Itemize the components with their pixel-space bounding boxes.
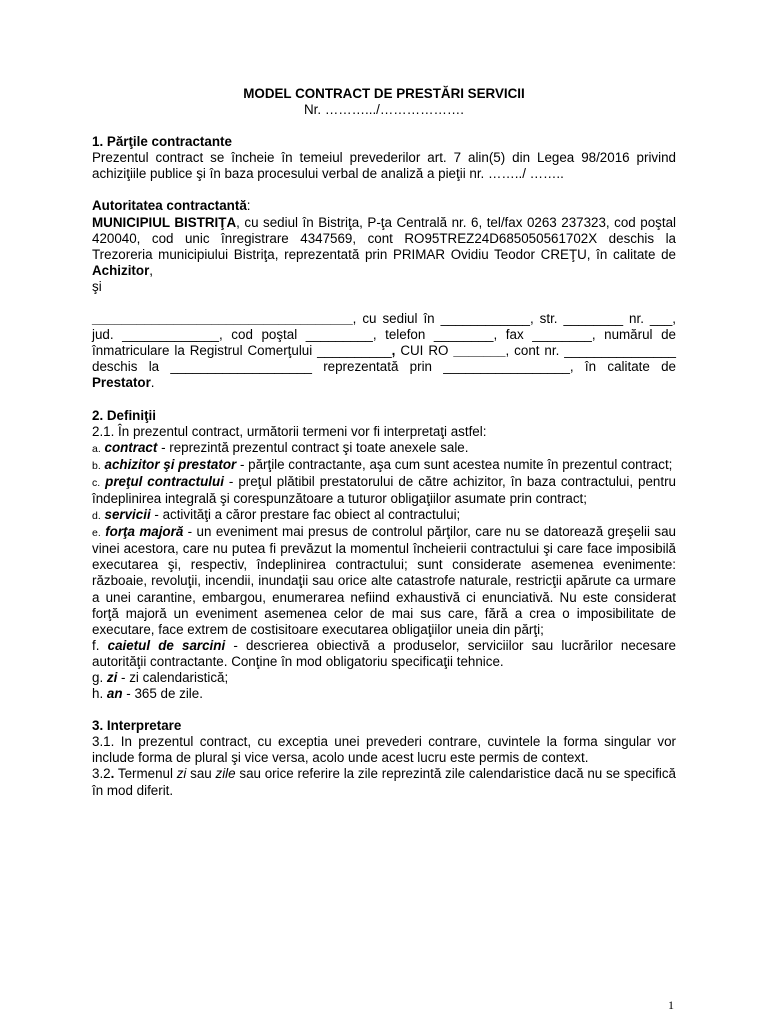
authority-role: Achizitor <box>92 262 150 278</box>
definition-term: contract <box>104 439 158 455</box>
section-interpretation <box>92 718 676 798</box>
contract-number-line: Nr. ……….../………………. <box>304 102 464 118</box>
interpretation-paragraph: 3.1. In prezentul contract, cu exceptia unei prevederi contrare, cuvintele la forma singular vor include forma de plural şi vice versa, acolo unde acest lucru este permis de context. <box>92 734 676 766</box>
definition-item: e. forţa majoră - un eveniment mai presus de controlul părţilor, care nu se datorează greşelii sau vinei acestora, care nu putea fi prevăzut la momentul încheierii contractului şi care face imposibilă executarea şi, respectiv, îndeplinirea contractului; sunt considerate asemenea evenimente: războaie, revoluţii, incendii, inundaţii sau orice alte catastrofe naturale, restricţii apărute ca urmare a unei carantine, embargou, enumerarea nefiind exhaustivă ci enunciativă. Nu este considerat forţă majoră un eveniment asemenea celor de mai sus care, fără a crea o imposibilitate de executare, face extrem de costisitoare executarea obligaţiilor uneia din părţi; <box>92 524 676 637</box>
document-title: MODEL CONTRACT DE PRESTĂRI SERVICII <box>243 86 525 101</box>
definition-item: h. an - 365 de zile. <box>92 686 203 702</box>
definition-term: servicii <box>104 507 151 523</box>
provider-name-blank: ___________________________________ <box>92 311 353 327</box>
definition-item: f. caietul de sarcini - descrierea obiectivă a produselor, serviciilor sau lucrărilor necesare autorităţii contractante. Conţine în mod obligatoriu specificaţii tehnice. <box>92 637 676 669</box>
definition-term: preţul contractului <box>105 473 224 489</box>
definition-term: forţa majoră <box>105 524 184 540</box>
parties-intro: Prezentul contract se încheie în temeiul prevederilor art. 7 alin(5) din Legea 98/2016 privind achiziţiile publice şi în baza procesului verbal de analiză a pieţii nr. ……../ …….. <box>92 150 676 182</box>
definition-item: g. zi - zi calendaristică; <box>92 670 229 685</box>
definition-term: an <box>106 686 123 702</box>
definition-item: b. achizitor şi prestator - părţile contractante, aşa cum sunt acestea numite în prezentul contract; <box>92 456 673 472</box>
authority-label: Autoritatea contractantă <box>92 198 247 214</box>
provider-paragraph: ___________________________________, cu sediul în ____________, str. ________ nr. ___, jud. _____________, cod poştal _________, telefon ________, fax ________, numărul de înmatriculare la Registrul Comerţului __________, CUI RO _______, cont nr. _______________ deschis la ___________________ reprezentată prin _________________, în calitate de Prestator. <box>92 311 676 391</box>
section-definitions <box>92 408 676 703</box>
and-conjunction: şi <box>92 278 102 294</box>
section-heading: 2. Definiţii <box>92 407 156 423</box>
definition-term: zi <box>106 670 118 685</box>
definitions-intro: 2.1. În prezentul contract, următorii termeni vor fi interpretaţi astfel: <box>92 423 487 439</box>
interpretation-paragraph: 3.2. Termenul zi sau zile sau orice referire la zile reprezintă zile calendaristice dacă nu se specifică în mod diferit. <box>92 766 676 798</box>
authority-name: MUNICIPIUL BISTRIŢA <box>92 214 237 230</box>
authority-label-line: Autoritatea contractantă: <box>92 198 251 214</box>
definition-term: achizitor şi prestator <box>104 456 237 472</box>
section-heading: 3. Interpretare <box>92 718 182 734</box>
page-number: 1 <box>668 998 674 1012</box>
definition-item: d. servicii - activităţi a căror prestare fac obiect al contractului; <box>92 507 461 523</box>
definition-item: c. preţul contractului - preţul plătibil prestatorului de către achizitor, în baza contractului, pentru îndeplinirea integrală şi corespunzătoare a tuturor obligaţiilor asumate prin contract; <box>92 473 676 506</box>
section-heading: 1. Părţile contractante <box>92 134 232 150</box>
provider-cui-blank: _______ <box>453 343 506 359</box>
section-parties <box>92 134 676 391</box>
definition-item: a. contract - reprezintă prezentul contract şi toate anexele sale. <box>92 439 469 455</box>
document-page <box>92 86 676 799</box>
authority-paragraph: MUNICIPIUL BISTRIŢA, cu sediul în Bistriţa, P-ţa Centrală nr. 6, tel/fax 0263 237323, cod poştal 420040, cod unic înregistrare 4347569, cont RO95TREZ24D685050561702X deschis la Trezoreria municipiului Bistriţa, reprezentată prin PRIMAR Ovidiu Teodor CREŢU, în calitate de Achizitor, <box>92 214 677 278</box>
provider-role: Prestator <box>92 375 151 391</box>
definition-term: caietul de sarcini <box>107 637 226 653</box>
